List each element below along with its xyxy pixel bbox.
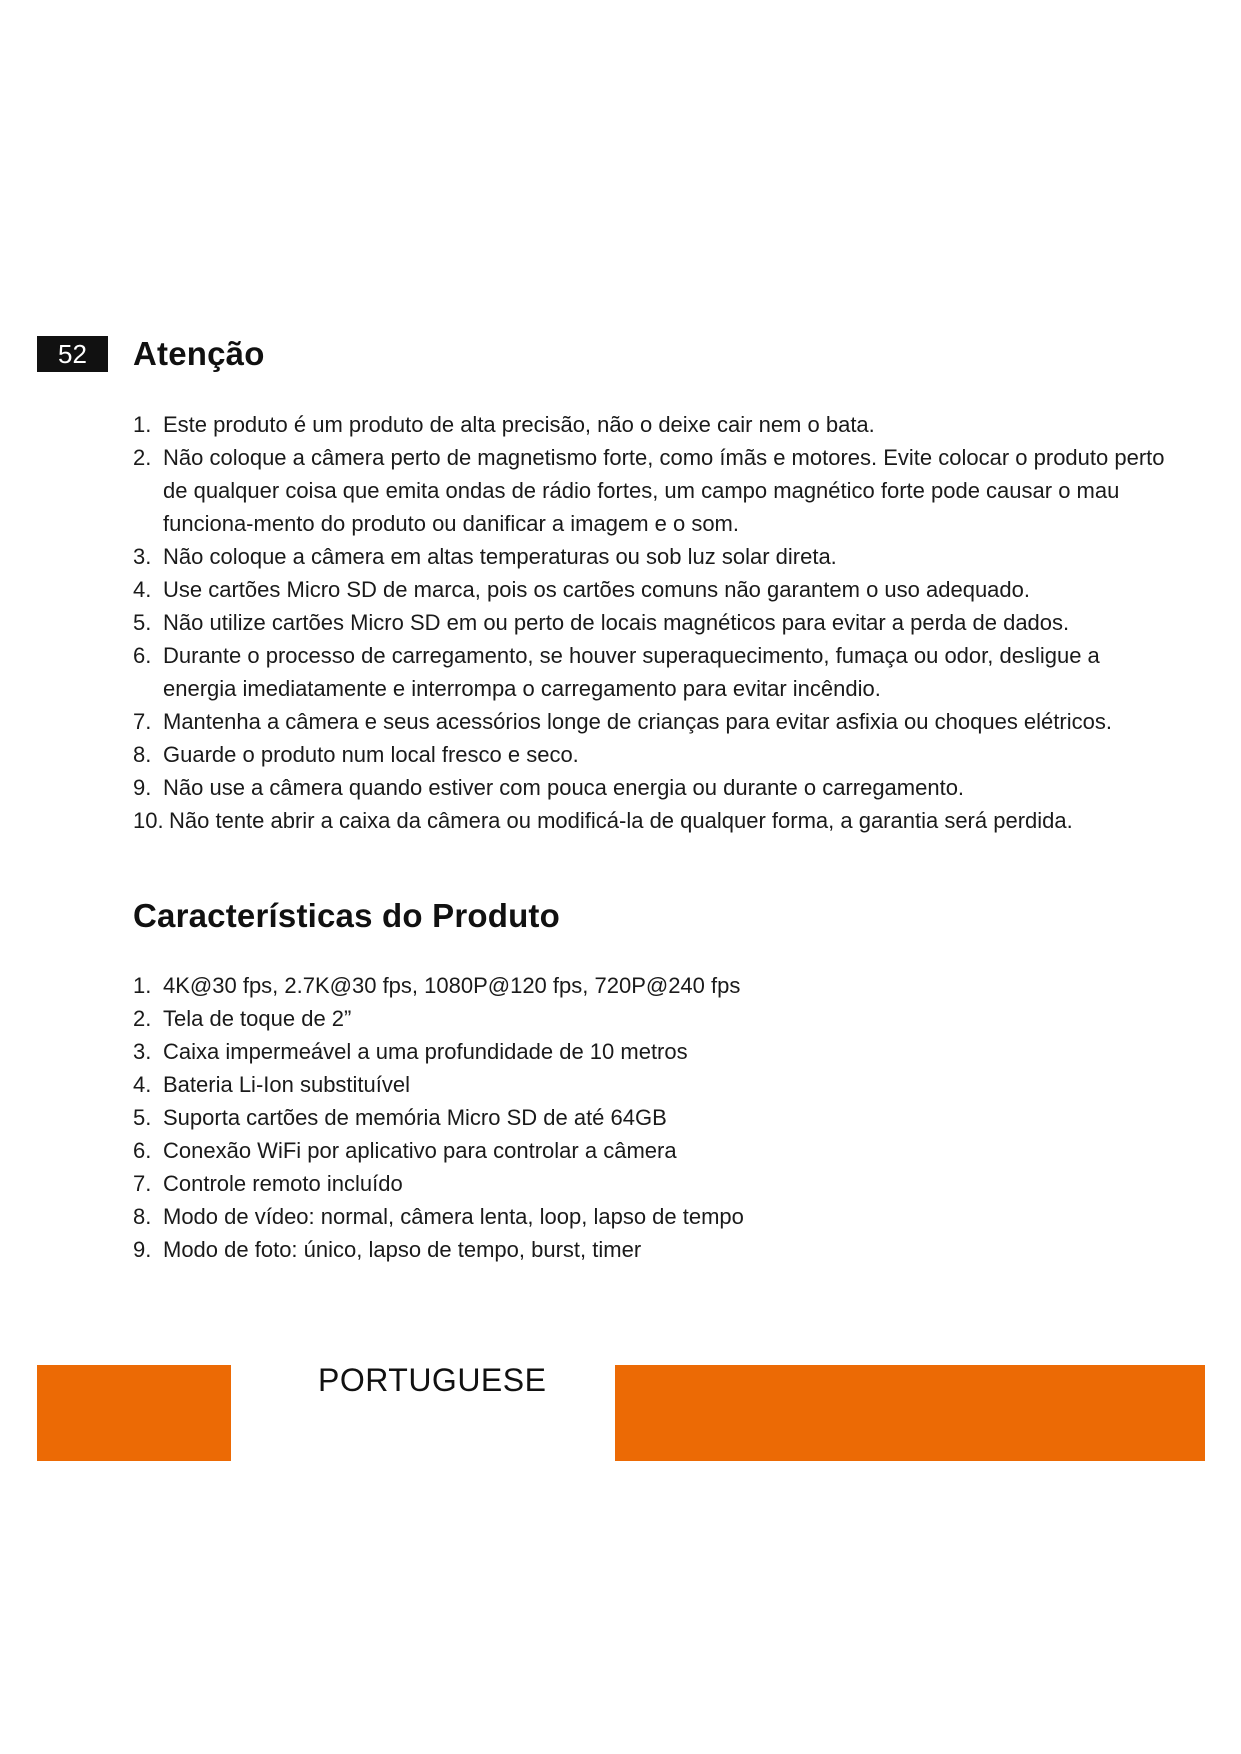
item-number: 3. <box>133 1039 152 1064</box>
item-number: 8. <box>133 1204 152 1229</box>
list-item <box>133 1035 1173 1068</box>
item-text: Não tente abrir a caixa da câmera ou modificá-la de qualquer forma, a garantia será perdida. <box>169 808 1073 833</box>
item-number: 10. <box>133 808 164 833</box>
list-item <box>133 1068 1173 1101</box>
item-text: Caixa impermeável a uma profundidade de 10 metros <box>163 1039 688 1064</box>
footer-language-label: PORTUGUESE <box>318 1362 547 1398</box>
list-item <box>133 408 1173 441</box>
item-number: 7. <box>133 709 152 734</box>
item-number: 6. <box>133 1138 152 1163</box>
list-item <box>133 1101 1173 1134</box>
item-text: Modo de foto: único, lapso de tempo, burst, timer <box>163 1237 642 1262</box>
list-item <box>133 540 1173 573</box>
item-text: Tela de toque de 2” <box>163 1006 352 1031</box>
item-number: 4. <box>133 1072 152 1097</box>
list-item <box>133 1200 1173 1233</box>
item-number: 8. <box>133 742 152 767</box>
item-text: Não use a câmera quando estiver com pouca energia ou durante o carregamento. <box>163 775 965 800</box>
list-item <box>133 969 1173 1002</box>
list-item <box>133 573 1173 606</box>
item-text: Modo de vídeo: normal, câmera lenta, loop, lapso de tempo <box>163 1204 744 1229</box>
item-text: Controle remoto incluído <box>163 1171 403 1196</box>
list-item <box>133 441 1173 540</box>
item-number: 5. <box>133 1105 152 1130</box>
item-text: Não coloque a câmera em altas temperaturas ou sob luz solar direta. <box>163 544 837 569</box>
item-number: 7. <box>133 1171 152 1196</box>
list-item <box>133 1134 1173 1167</box>
item-text: Durante o processo de carregamento, se houver superaquecimento, fumaça ou odor, desligue a energia imediatamente e interrompa o carregamento para evitar incêndio. <box>163 643 1100 701</box>
item-text: Conexão WiFi por aplicativo para controlar a câmera <box>163 1138 677 1163</box>
attention-heading: Atenção <box>133 335 265 372</box>
item-number: 2. <box>133 1006 152 1031</box>
item-number: 6. <box>133 643 152 668</box>
list-item <box>133 1167 1173 1200</box>
item-text: Mantenha a câmera e seus acessórios longe de crianças para evitar asfixia ou choques elétricos. <box>163 709 1112 734</box>
item-text: Use cartões Micro SD de marca, pois os cartões comuns não garantem o uso adequado. <box>163 577 1031 602</box>
list-item <box>133 705 1173 738</box>
item-number: 5. <box>133 610 152 635</box>
list-item <box>133 606 1173 639</box>
item-number: 3. <box>133 544 152 569</box>
list-item <box>133 804 1173 837</box>
item-text: 4K@30 fps, 2.7K@30 fps, 1080P@120 fps, 720P@240 fps <box>163 973 741 998</box>
item-text: Guarde o produto num local fresco e seco. <box>163 742 579 767</box>
item-number: 1. <box>133 412 152 437</box>
item-number: 2. <box>133 445 152 470</box>
item-number: 4. <box>133 577 152 602</box>
list-item <box>133 771 1173 804</box>
list-item <box>133 738 1173 771</box>
page-number: 52 <box>37 336 108 372</box>
attention-list <box>133 408 1173 837</box>
item-number: 9. <box>133 1237 152 1262</box>
footer-accent-bar-left <box>37 1365 231 1461</box>
item-text: Suporta cartões de memória Micro SD de até 64GB <box>163 1105 667 1130</box>
list-item <box>133 1233 1173 1266</box>
item-number: 1. <box>133 973 152 998</box>
item-text: Bateria Li-Ion substituível <box>163 1072 411 1097</box>
list-item <box>133 639 1173 705</box>
item-text: Este produto é um produto de alta precisão, não o deixe cair nem o bata. <box>163 412 875 437</box>
list-item <box>133 1002 1173 1035</box>
item-number: 9. <box>133 775 152 800</box>
item-text: Não coloque a câmera perto de magnetismo forte, como ímãs e motores. Evite colocar o produto perto de qualquer coisa que emita ondas de rádio fortes, um campo magnético forte pode causar o mau funciona-mento do produto ou danificar a imagem e o som. <box>163 445 1165 536</box>
features-list <box>133 969 1173 1266</box>
item-text: Não utilize cartões Micro SD em ou perto de locais magnéticos para evitar a perda de dados. <box>163 610 1070 635</box>
features-heading: Características do Produto <box>133 897 560 934</box>
footer-accent-bar-right <box>615 1365 1205 1461</box>
